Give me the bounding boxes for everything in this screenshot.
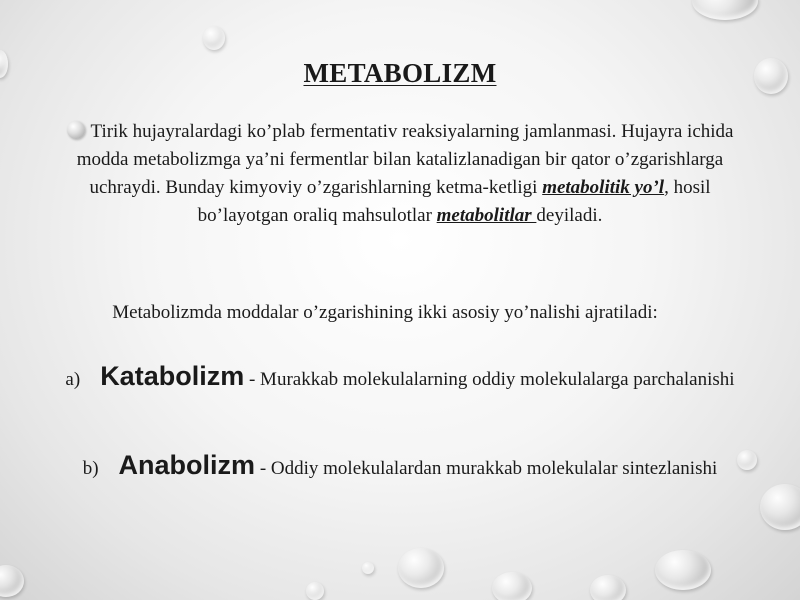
bullet-drop-icon bbox=[67, 121, 85, 139]
item-term: Katabolizm bbox=[100, 361, 245, 391]
slide-title: METABOLIZM bbox=[303, 58, 497, 88]
item-description: - Murakkab molekulalarning oddiy molekulalarga parchalanishi bbox=[244, 369, 735, 390]
term-metabolic-pathway: metabolitik yo’l bbox=[542, 177, 665, 198]
water-drop-decoration bbox=[203, 26, 225, 50]
water-drop-decoration bbox=[362, 562, 374, 574]
intro-text: Metabolizmda moddalar o’zgarishining ikki asosiy yo’nalishi ajratiladi: bbox=[112, 302, 658, 323]
list-item-anabolizm bbox=[40, 451, 760, 483]
item-term: Anabolizm bbox=[118, 450, 256, 480]
water-drop-decoration bbox=[760, 484, 800, 530]
term-metabolites: metabolitlar bbox=[436, 205, 537, 226]
list-item-katabolizm bbox=[40, 362, 760, 394]
water-drop-decoration bbox=[590, 575, 626, 600]
definition-paragraph bbox=[50, 118, 750, 230]
paragraph-text: Tirik hujayralardagi ko’plab fermentativ reaksiyalarning jamlanmasi. Hujayra ichida modda metabolizmga ya’ni fermentlar bilan katalizlanadigan bir qator o’zgarishlarga uchraydi. Bunday kimyoviy o’zgarishlarning ketma-ketligi bbox=[76, 121, 734, 198]
water-drop-decoration bbox=[306, 582, 324, 600]
water-drop-decoration bbox=[655, 550, 711, 590]
item-marker: a) bbox=[65, 369, 81, 390]
paragraph-text: deyiladi. bbox=[536, 205, 603, 226]
water-drop-decoration bbox=[398, 548, 444, 588]
water-drop-decoration bbox=[492, 572, 532, 600]
item-marker: b) bbox=[82, 458, 99, 479]
water-drop-decoration bbox=[692, 0, 758, 20]
paragraph-text: , hosil bo’layotgan oraliq mahsulotlar bbox=[197, 177, 711, 226]
item-description: - Oddiy molekulalardan murakkab molekulalar sintezlanishi bbox=[255, 458, 718, 479]
water-drop-decoration bbox=[0, 565, 24, 597]
